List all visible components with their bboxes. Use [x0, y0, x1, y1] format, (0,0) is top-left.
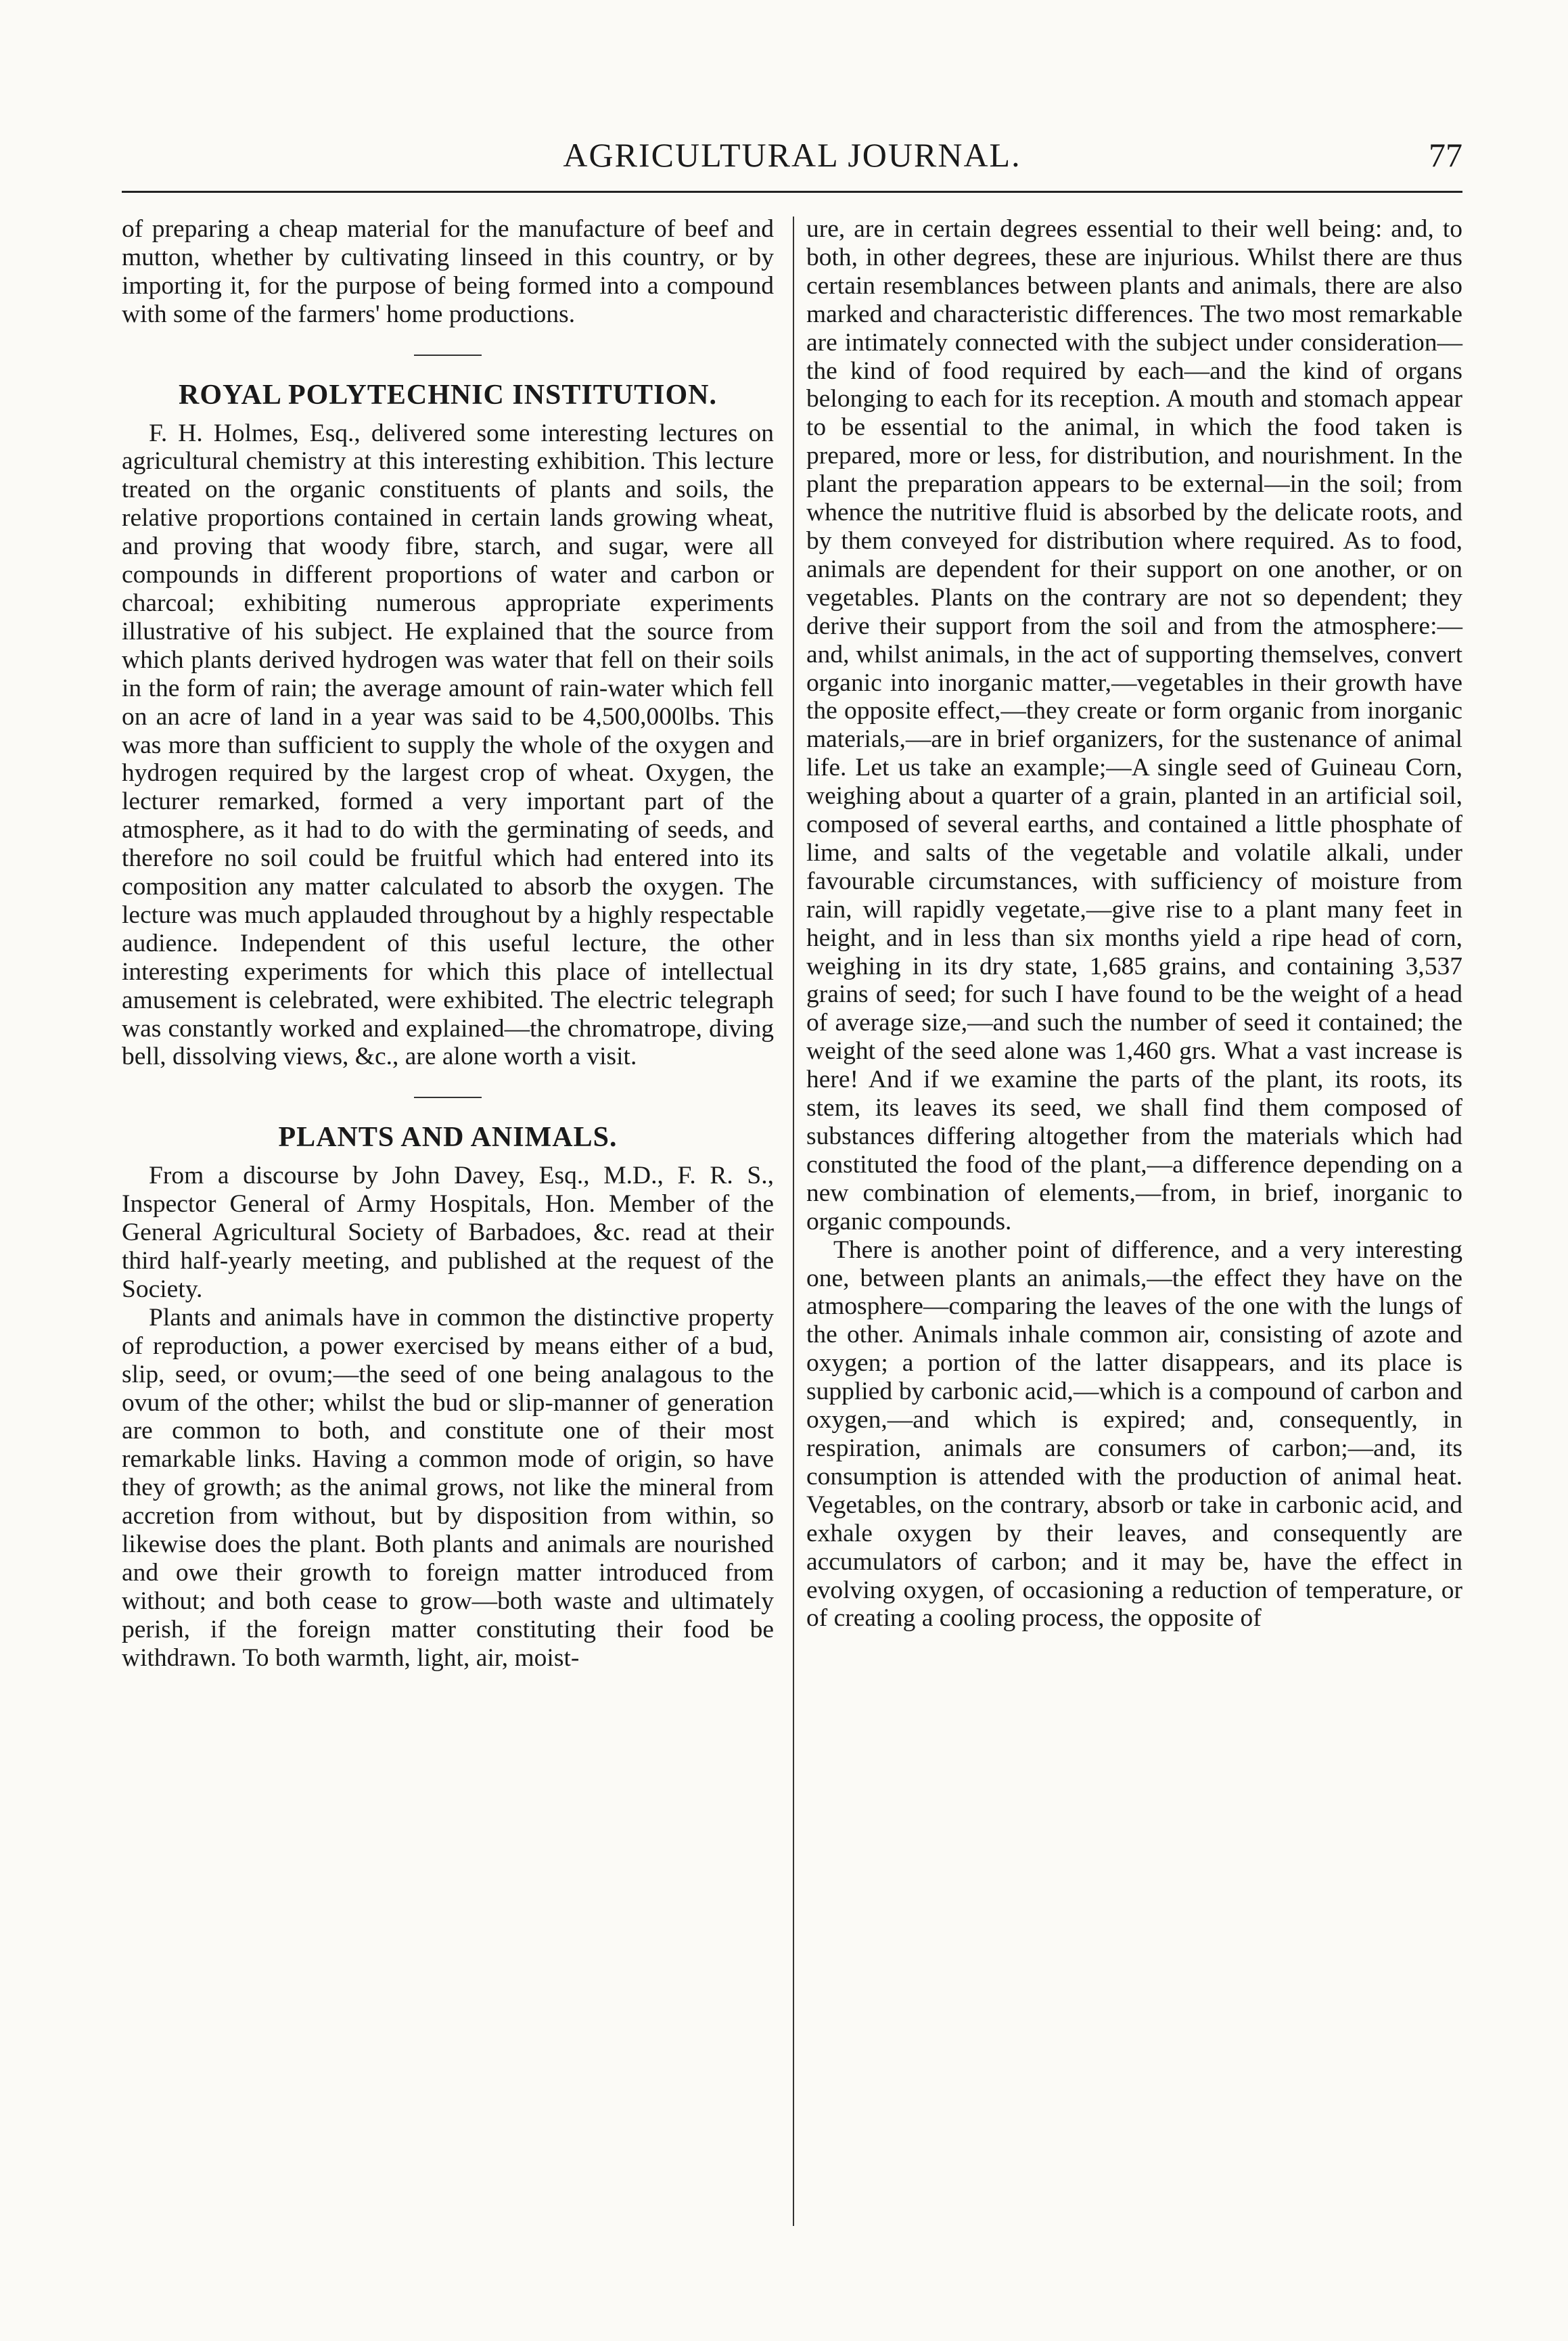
right-paragraph-2: There is another point of difference, and a very interesting one, between plants an animals,—the effect they have on the atmosphere—comparing the leaves of the one with the lungs of the other. Animals inhale common air, consisting of azote and oxygen; a portion of the latter disappears, and its place is supplied by carbonic acid,—which is a compound of carbon and oxygen,—and which is expired; and, consequently, in respiration, animals are consumers of carbon;—and, its consumption is attended with the production of animal heat. Vegetables, on the contrary, absorb or take in carbonic acid, and exhale oxygen by their leaves, and consequently are accumulators of carbon; and it may be, have the effect in evolving oxygen, of occasioning a reduction of temperature, or of creating a cooling process, the opposite of [806, 1235, 1462, 1633]
running-head: AGRICULTURAL JOURNAL. [563, 136, 1021, 174]
section-title-polytechnic: ROYAL POLYTECHNIC INSTITUTION. [179, 379, 717, 411]
right-column [806, 215, 1462, 1633]
column-divider [793, 217, 794, 2226]
page-number: 77 [1429, 136, 1462, 174]
left-column [122, 215, 774, 1673]
plants-animals-paragraph: Plants and animals have in common the distinctive property of reproduction, a power exercised by means either of a bud, slip, seed, or ovum;—the seed of one being analagous to the ovum of the other; whilst the bud or slip-manner of generation are common to both, and constitute one of their most remarkable links. Having a common mode of origin, so have they of growth; as the animal grows, not like the mineral from accretion from without, but by disposition from within, so likewise does the plant. Both plants and animals are nourished and owe their growth to foreign matter introduced from without; and both cease to grow—both waste and ultimately perish, if the foreign matter constituting their food be withdrawn. To both warmth, light, air, moist- [122, 1303, 774, 1672]
right-paragraph-1: ure, are in certain degrees essential to their well being: and, to both, in other degrees, these are injurious. Whilst there are thus certain resemblances between plants and animals, there are also marked and characteristic differences. The two most remarkable are intimately connected with the subject under consideration—the kind of food required by each—and the kind of organs belonging to each for its reception. A mouth and stomach appear to be essential to the animal, in which the food taken is prepared, more or less, for distribution, and nourishment. In the plant the preparation appears to be external—in the soil; from whence the nutritive fluid is absorbed by the delicate roots, and by them conveyed for distribution where required. As to food, animals are dependent for their support on one another, or on vegetables. Plants on the contrary are not so dependent; they derive their support from the soil and from the atmosphere:—and, whilst animals, in the act of supporting themselves, convert organic into inorganic matter,—vegetables in their growth have the opposite effect,—they create or form organic from inorganic materials,—are in brief organizers, for the sustenance of animal life. Let us take an example;—A single seed of Guineau Corn, weighing about a quarter of a grain, planted in an artificial soil, composed of several earths, and contained a little phosphate of lime, and salts of the vegetable and volatile alkali, under favourable circumstances, with sufficiency of moisture from rain, will rapidly vegetate,—give rise to a plant many feet in height, and in less than six months yield a ripe head of corn, weighing in its dry state, 1,685 grains, and containing 3,537 grains of seed; for such I have found to be the weight of a head of average size,—and such the number of seed it contained; the weight of the seed alone was 1,460 grs. What a vast increase is here! And if we examine the parts of the plant, its roots, its stem, its leaves its seed, we shall find them composed of substances differing altogether from the materials which had constituted the food of the plant,—a difference depending on a new combination of elements,—from, in brief, inorganic to organic compounds. [806, 215, 1462, 1235]
section-divider [414, 1097, 482, 1098]
plants-animals-intro: From a discourse by John Davey, Esq., M.D., F. R. S., Inspector General of Army Hospitals, Hon. Member of the General Agricultural Society of Barbadoes, &c. read at their third half-yearly meeting, and published at the request of the Society. [122, 1162, 774, 1303]
section-title-plants-animals: PLANTS AND ANIMALS. [278, 1122, 618, 1154]
section-divider [414, 355, 482, 356]
header-rule [122, 191, 1462, 193]
page-header [122, 135, 1462, 183]
continuation-paragraph: of preparing a cheap material for the manufacture of beef and mutton, whether by cultivating linseed in this country, or by importing it, for the purpose of being formed into a compound with some of the farmers' home productions. [122, 215, 774, 328]
polytechnic-paragraph: F. H. Holmes, Esq., delivered some interesting lectures on agricultural chemistry at this interesting exhibition. This lecture treated on the organic constituents of plants and soils, the relative proportions contained in certain lands growing wheat, and proving that woody fibre, starch, and sugar, were all compounds in different proportions of water and carbon or charcoal; exhibiting numerous appropriate experiments illustrative of his subject. He explained that the source from which plants derived hydrogen was water that fell on their soils in the form of rain; the average amount of rain-water which fell on an acre of land in a year was said to be 4,500,000lbs. This was more than sufficient to supply the whole of the oxygen and hydrogen required by the largest crop of wheat. Oxygen, the lecturer remarked, formed a very important part of the atmosphere, as it had to do with the germinating of seeds, and therefore no soil could be fruitful which had entered into its composition any matter calculated to absorb the oxygen. The lecture was much applauded throughout by a highly respectable audience. Independent of this useful lecture, the other interesting experiments for which this place of intellectual amusement is celebrated, were exhibited. The electric telegraph was constantly worked and explained—the chromatrope, diving bell, dissolving views, &c., are alone worth a visit. [122, 419, 774, 1071]
